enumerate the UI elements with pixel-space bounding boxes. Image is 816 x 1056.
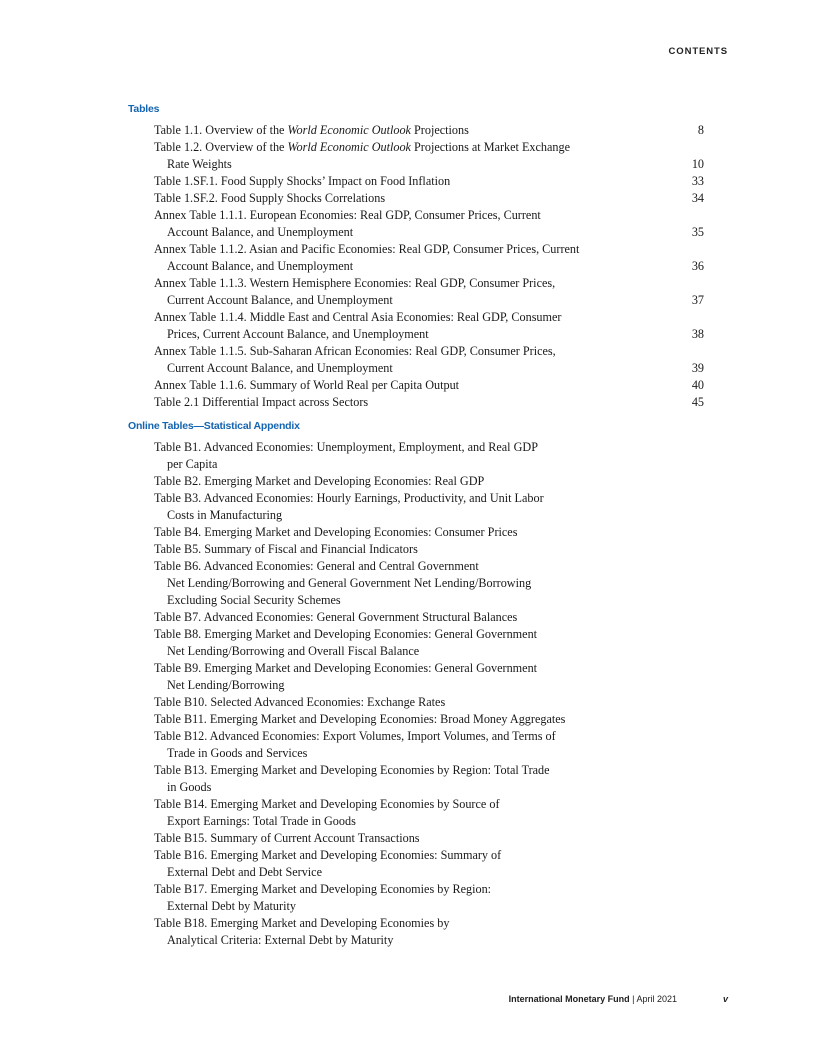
toc-entry[interactable]: Table B9. Emerging Market and Developing Economies: General Government Net Lending/Borrowing: [154, 661, 538, 692]
page-number: 45: [691, 395, 704, 409]
toc-entry[interactable]: Table 1.1. Overview of the World Economic Outlook Projections 8: [154, 123, 704, 137]
toc-entry[interactable]: Table B8. Emerging Market and Developing Economies: General Government Net Lending/Borrowing and Overall Fiscal Balance: [154, 627, 538, 658]
page-folio: v: [722, 994, 728, 1004]
publication-date: April 2021: [636, 994, 677, 1004]
toc-entry[interactable]: Table 1.SF.1. Food Supply Shocks’ Impact on Food Inflation 33: [154, 174, 704, 188]
toc-entry[interactable]: Table B5. Summary of Fiscal and Financial Indicators: [154, 542, 418, 556]
toc-entry[interactable]: Table B14. Emerging Market and Developing Economies by Source of Export Earnings: Total Trade in Goods: [154, 797, 500, 828]
toc-entry[interactable]: Table B18. Emerging Market and Developing Economies by Analytical Criteria: External Debt by Maturity: [154, 916, 450, 947]
toc-entry[interactable]: Annex Table 1.1.5. Sub-Saharan African Economies: Real GDP, Consumer Prices, Current Account Balance, and Unemployment 39: [154, 344, 704, 375]
toc-entry[interactable]: Table B16. Emerging Market and Developing Economies: Summary of External Debt and Debt Service: [154, 848, 502, 879]
page-number: 36: [691, 259, 704, 273]
toc-entry[interactable]: Annex Table 1.1.6. Summary of World Real per Capita Output 40: [154, 378, 704, 392]
tables-list: [154, 122, 704, 411]
toc-entry[interactable]: Table B12. Advanced Economies: Export Volumes, Import Volumes, and Terms of Trade in Goods and Services: [154, 729, 556, 760]
page-number: 39: [691, 361, 704, 375]
toc-entry[interactable]: Table B6. Advanced Economies: General and Central Government Net Lending/Borrowing and General Government Net Lending/Borrowing Excluding Social Security Schemes: [154, 559, 532, 607]
toc-entry[interactable]: Table B13. Emerging Market and Developing Economies by Region: Total Trade in Goods: [154, 763, 550, 794]
page-number: 35: [691, 225, 704, 239]
toc-entry[interactable]: Table 1.SF.2. Food Supply Shocks Correlations 34: [154, 191, 704, 205]
toc-entry[interactable]: Table B4. Emerging Market and Developing Economies: Consumer Prices: [154, 525, 518, 539]
toc-entry[interactable]: Table B7. Advanced Economies: General Government Structural Balances: [154, 610, 518, 624]
page-number: 33: [691, 174, 704, 188]
toc-entry[interactable]: Table 1.2. Overview of the World Economic Outlook Projections at Market Exchange Rate Weights 10: [154, 140, 704, 171]
toc-entry[interactable]: Annex Table 1.1.2. Asian and Pacific Economies: Real GDP, Consumer Prices, Current Account Balance, and Unemployment 36: [154, 242, 704, 273]
italic-title: World Economic Outlook: [287, 140, 411, 154]
page-number: 34: [691, 191, 704, 205]
page-footer: [509, 994, 728, 1004]
footer-separator: |: [629, 994, 637, 1004]
page-number: 38: [691, 327, 704, 341]
toc-entry[interactable]: Table B15. Summary of Current Account Transactions: [154, 831, 420, 845]
page-number: 40: [691, 378, 704, 392]
online-tables-heading: Online Tables—Statistical Appendix: [128, 420, 300, 432]
toc-entry[interactable]: Table B11. Emerging Market and Developing Economies: Broad Money Aggregates: [154, 712, 566, 726]
toc-entry[interactable]: Table B2. Emerging Market and Developing Economies: Real GDP: [154, 474, 485, 488]
toc-entry[interactable]: Table B1. Advanced Economies: Unemployment, Employment, and Real GDP per Capita: [154, 440, 538, 471]
toc-entry[interactable]: Annex Table 1.1.4. Middle East and Central Asia Economies: Real GDP, Consumer Prices, Current Account Balance, and Unemployment 38: [154, 310, 704, 341]
tables-heading: Tables: [128, 103, 160, 115]
italic-title: World Economic Outlook: [287, 123, 411, 137]
toc-entry[interactable]: Annex Table 1.1.1. European Economies: Real GDP, Consumer Prices, Current Account Balance, and Unemployment 35: [154, 208, 704, 239]
page-number: 10: [691, 157, 704, 171]
online-tables-list: [154, 439, 704, 949]
page-number: 8: [697, 123, 704, 137]
toc-entry[interactable]: Table B10. Selected Advanced Economies: Exchange Rates: [154, 695, 446, 709]
running-head: CONTENTS: [668, 46, 728, 57]
toc-entry[interactable]: Table B17. Emerging Market and Developing Economies by Region: External Debt by Maturity: [154, 882, 492, 913]
toc-entry[interactable]: Table 2.1 Differential Impact across Sectors 45: [154, 395, 704, 409]
toc-entry[interactable]: Table B3. Advanced Economies: Hourly Earnings, Productivity, and Unit Labor Costs in Manufacturing: [154, 491, 544, 522]
page-number: 37: [691, 293, 704, 307]
toc-entry[interactable]: Annex Table 1.1.3. Western Hemisphere Economies: Real GDP, Consumer Prices, Current Account Balance, and Unemployment 37: [154, 276, 704, 307]
publication-name: International Monetary Fund: [508, 994, 630, 1004]
